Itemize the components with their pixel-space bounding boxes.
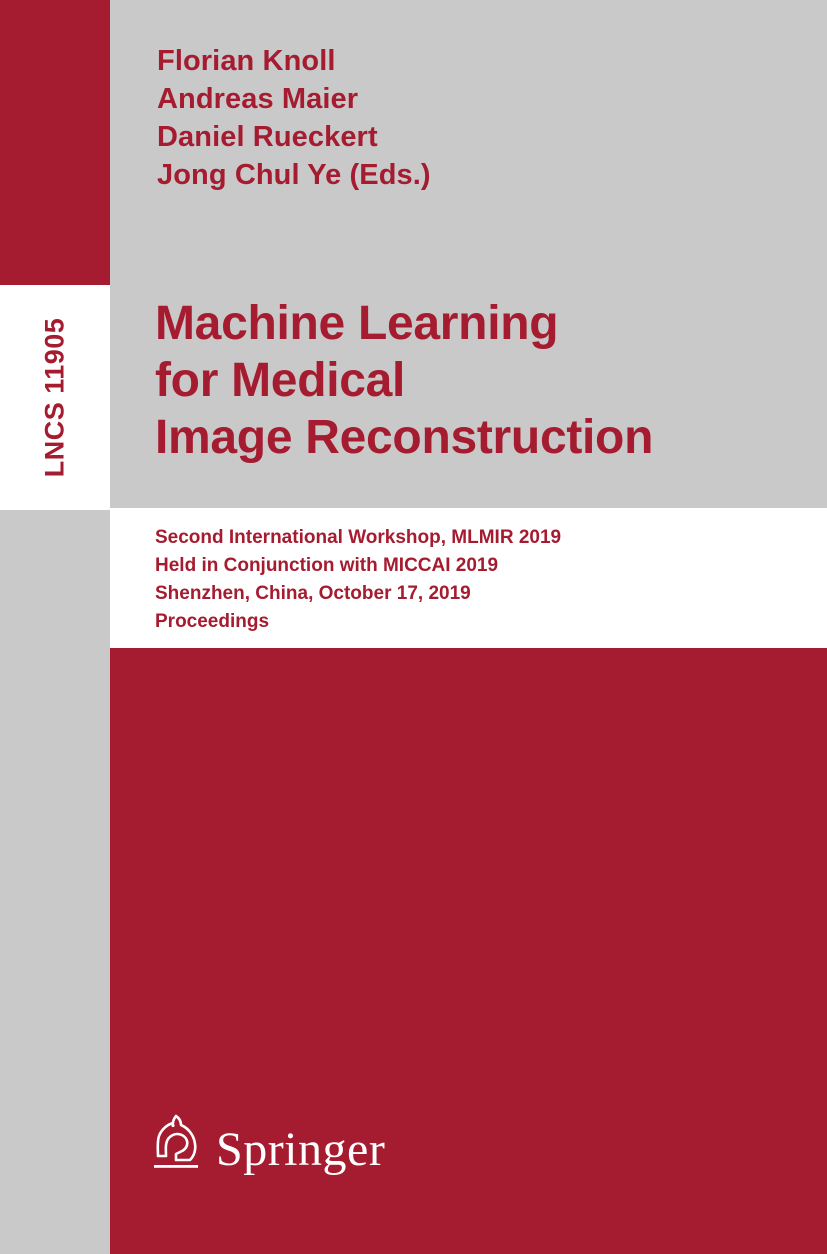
title-line: Image Reconstruction — [155, 411, 654, 464]
series-label — [0, 285, 110, 510]
left-stripe-grey — [0, 510, 110, 1254]
series-label-text: LNCS 11905 — [39, 317, 70, 478]
editors-list — [157, 42, 757, 194]
book-title — [155, 295, 815, 466]
publisher-name: Springer — [216, 1123, 386, 1176]
subtitle-line: Held in Conjunction with MICCAI 2019 — [155, 555, 499, 576]
title-line: for Medical — [155, 354, 406, 407]
subtitle-line: Second International Workshop, MLMIR 2019 — [155, 527, 562, 548]
editor-name: Jong Chul Ye (Eds.) — [157, 159, 431, 191]
editor-name: Andreas Maier — [157, 83, 359, 115]
publisher-logo — [146, 1110, 385, 1176]
book-subtitle — [155, 524, 795, 636]
editor-name: Daniel Rueckert — [157, 121, 378, 153]
left-stripe-red — [0, 0, 110, 285]
subtitle-line: Shenzhen, China, October 17, 2019 — [155, 583, 471, 604]
springer-knight-icon — [146, 1110, 206, 1176]
subtitle-line: Proceedings — [155, 611, 270, 632]
cover-left-stripe-column — [0, 0, 110, 1254]
title-line: Machine Learning — [155, 297, 559, 350]
editor-name: Florian Knoll — [157, 45, 336, 77]
